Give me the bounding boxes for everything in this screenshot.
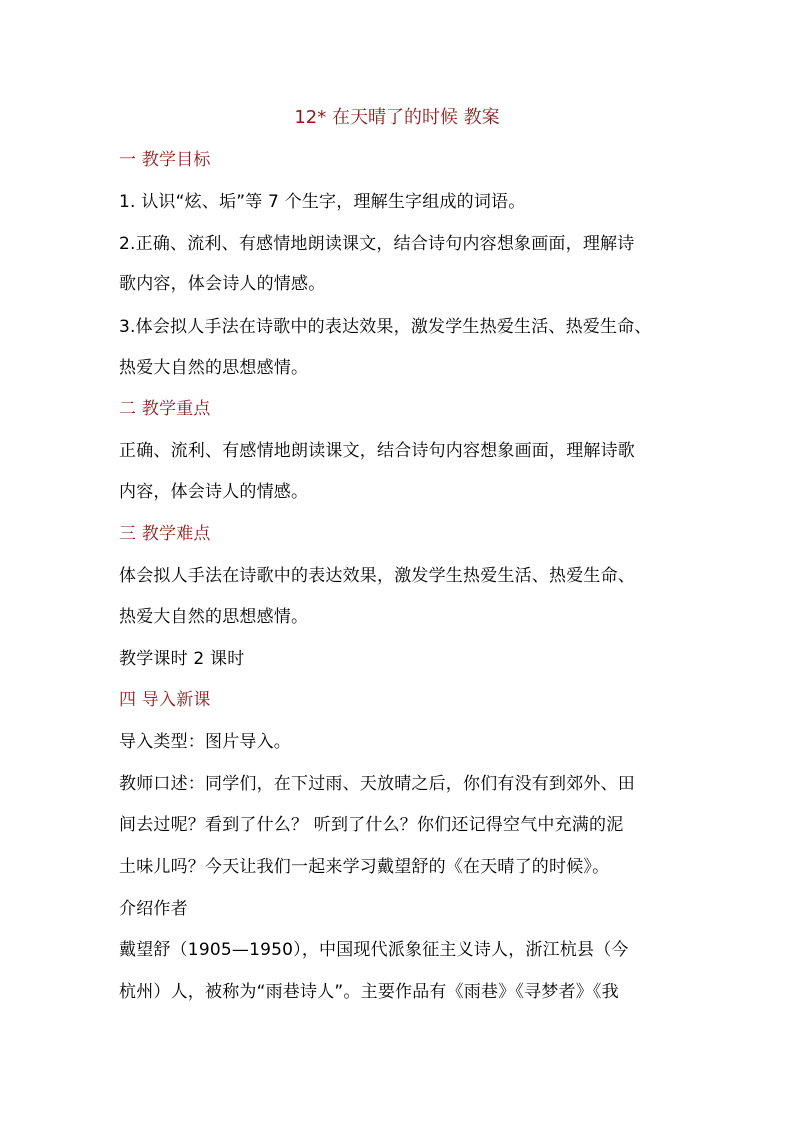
- section-heading-introduction: 四 导入新课: [119, 690, 211, 710]
- document-title: 12* 在天晴了的时候 教案: [294, 107, 500, 128]
- objective-item-3-line-1: 3.体会拟人手法在诗歌中的表达效果，激发学生热爱生活、热爱生命、: [119, 317, 652, 337]
- key-points-line-1: 正确、流利、有感情地朗读课文，结合诗句内容想象画面，理解诗歌: [119, 441, 635, 461]
- section-heading-difficulties: 三 教学难点: [119, 524, 211, 544]
- key-points-line-2: 内容，体会诗人的情感。: [119, 482, 309, 502]
- author-intro-line-1: 戴望舒（1905—1950），中国现代派象征主义诗人，浙江杭县（今: [119, 940, 629, 960]
- intro-type: 导入类型：图片导入。: [119, 732, 291, 752]
- difficulties-line-1: 体会拟人手法在诗歌中的表达效果，激发学生热爱生活、热爱生命、: [119, 566, 635, 586]
- teacher-speech-line-2: 间去过呢？看到了什么？ 听到了什么？你们还记得空气中充满的泥: [119, 815, 624, 835]
- objective-item-3-line-2: 热爱大自然的思想感情。: [119, 358, 309, 378]
- teacher-speech-line-1: 教师口述：同学们，在下过雨、天放晴之后，你们有没有到郊外、田: [119, 774, 635, 794]
- section-heading-key-points: 二 教学重点: [119, 399, 211, 419]
- author-intro-line-2: 杭州）人，被称为“雨巷诗人”。主要作品有《雨巷》《寻梦者》《我: [119, 982, 619, 1002]
- teacher-speech-line-3: 土味儿吗？今天让我们一起来学习戴望舒的《在天晴了的时候》。: [119, 857, 610, 877]
- objective-item-2-line-1: 2.正确、流利、有感情地朗读课文，结合诗句内容想象画面，理解诗: [119, 234, 635, 254]
- objective-item-2-line-2: 歌内容，体会诗人的情感。: [119, 274, 326, 294]
- class-hours: 教学课时 2 课时: [119, 649, 245, 669]
- objective-item-1: 1. 认识“炫、垢”等 7 个生字，理解生字组成的词语。: [119, 192, 526, 212]
- author-intro-label: 介绍作者: [119, 899, 188, 919]
- section-heading-objectives: 一 教学目标: [119, 150, 211, 170]
- difficulties-line-2: 热爱大自然的思想感情。: [119, 607, 309, 627]
